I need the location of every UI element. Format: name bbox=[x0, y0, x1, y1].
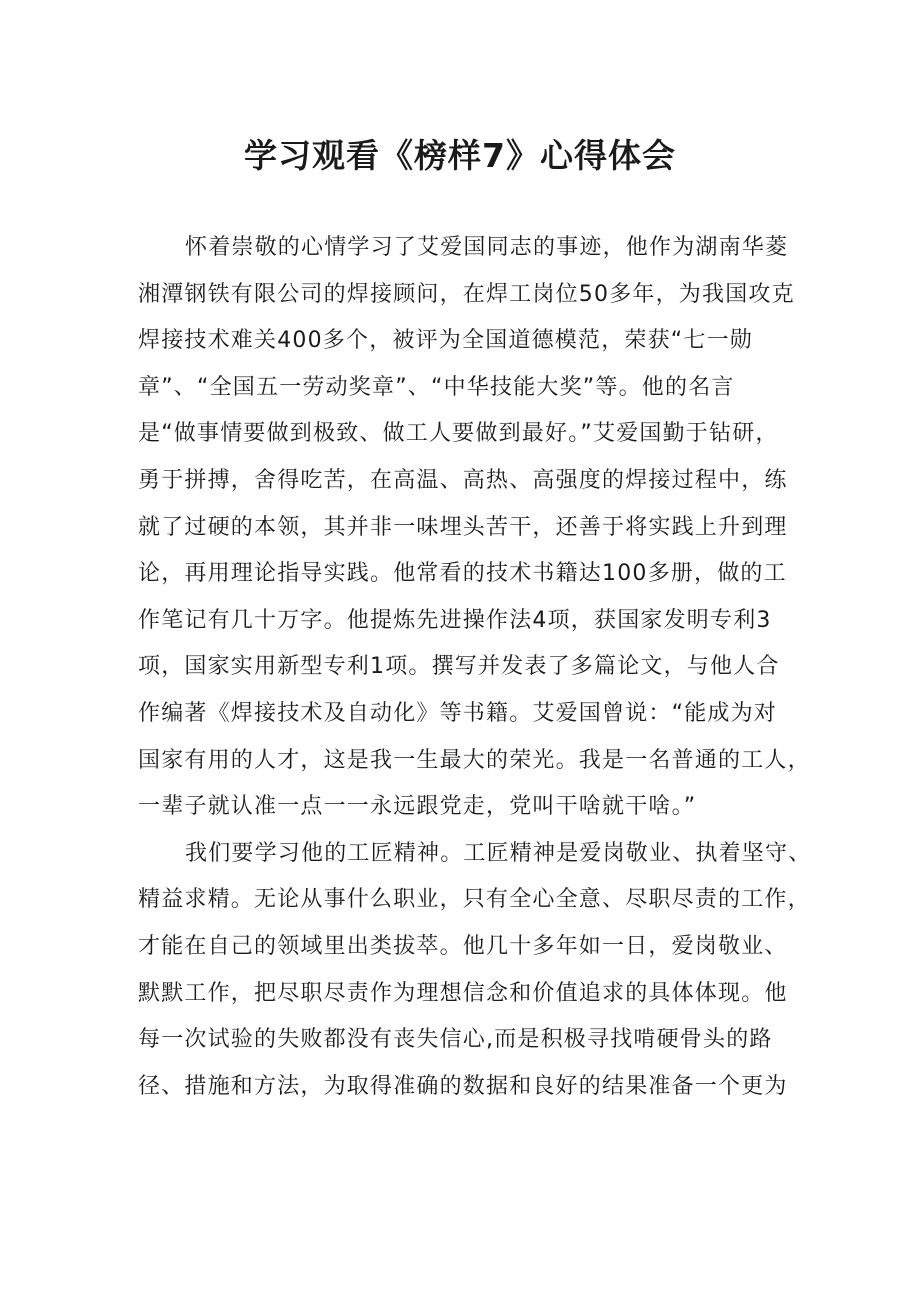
paragraph-2-line-3: 才能在自己的领域里出类拔萃。他几十多年如一日，爱岗敬业、 bbox=[138, 933, 788, 959]
paragraph-1-line-12: 国家有用的人才，这是我一生最大的荣光。我是一名普通的工人， bbox=[138, 747, 811, 773]
paragraph-2-line-1: 我们要学习他的工匠精神。工匠精神是爱岗敬业、执着坚守、 bbox=[185, 840, 812, 866]
paragraph-2-line-2: 精益求精。无论从事什么职业，只有全心全意、尽职尽责的工作， bbox=[138, 887, 811, 913]
paragraph-1-line-4: 章”、“全国五一劳动奖章”、“中华技能大奖”等。他的名言 bbox=[138, 374, 735, 400]
paragraph-1-line-2: 湘潭钢铁有限公司的焊接顾问，在焊工岗位50多年，为我国攻克 bbox=[138, 281, 795, 307]
paragraph-1-line-13: 一辈子就认准一点一一永远跟党走，党叫干啥就干啥。” bbox=[138, 794, 697, 820]
paragraph-1-line-7: 就了过硬的本领，其并非一味埋头苦干，还善于将实践上升到理 bbox=[138, 514, 788, 540]
paragraph-2-line-6: 径、措施和方法，为取得准确的数据和良好的结果准备一个更为 bbox=[138, 1073, 788, 1099]
paragraph-2-line-4: 默默工作，把尽职尽责作为理想信念和价值追求的具体体现。他 bbox=[138, 980, 788, 1006]
document-body bbox=[138, 225, 818, 1110]
document-title: 学习观看《榜样7》心得体会 bbox=[244, 136, 676, 175]
paragraph-1-line-10: 项，国家实用新型专利1项。撰写并发表了多篇论文，与他人合 bbox=[138, 654, 780, 680]
paragraph-1-line-3: 焊接技术难关400多个，被评为全国道德模范，荣获“七一勋 bbox=[138, 328, 753, 354]
paragraph-1-line-8: 论，再用理论指导实践。他常看的技术书籍达100多册，做的工 bbox=[138, 561, 787, 587]
paragraph-1-line-1: 怀着崇敬的心情学习了艾爱国同志的事迹，他作为湖南华菱 bbox=[185, 235, 789, 260]
paragraph-1-line-11: 作编著《焊接技术及自动化》等书籍。艾爱国曾说：“能成为对 bbox=[138, 700, 777, 726]
paragraph-1-line-5: 是“做事情要做到极致、做工人要做到最好。”艾爱国勤于钻研， bbox=[138, 421, 779, 447]
paragraph-1-line-9: 作笔记有几十万字。他提炼先进操作法4项，获国家发明专利3 bbox=[138, 607, 772, 633]
paragraph-1-line-6: 勇于拼搏，舍得吃苦，在高温、高热、高强度的焊接过程中，练 bbox=[138, 467, 788, 493]
paragraph-2-line-5: 每一次试验的失败都没有丧失信心,而是积极寻找啃硬骨头的路 bbox=[138, 1027, 773, 1053]
